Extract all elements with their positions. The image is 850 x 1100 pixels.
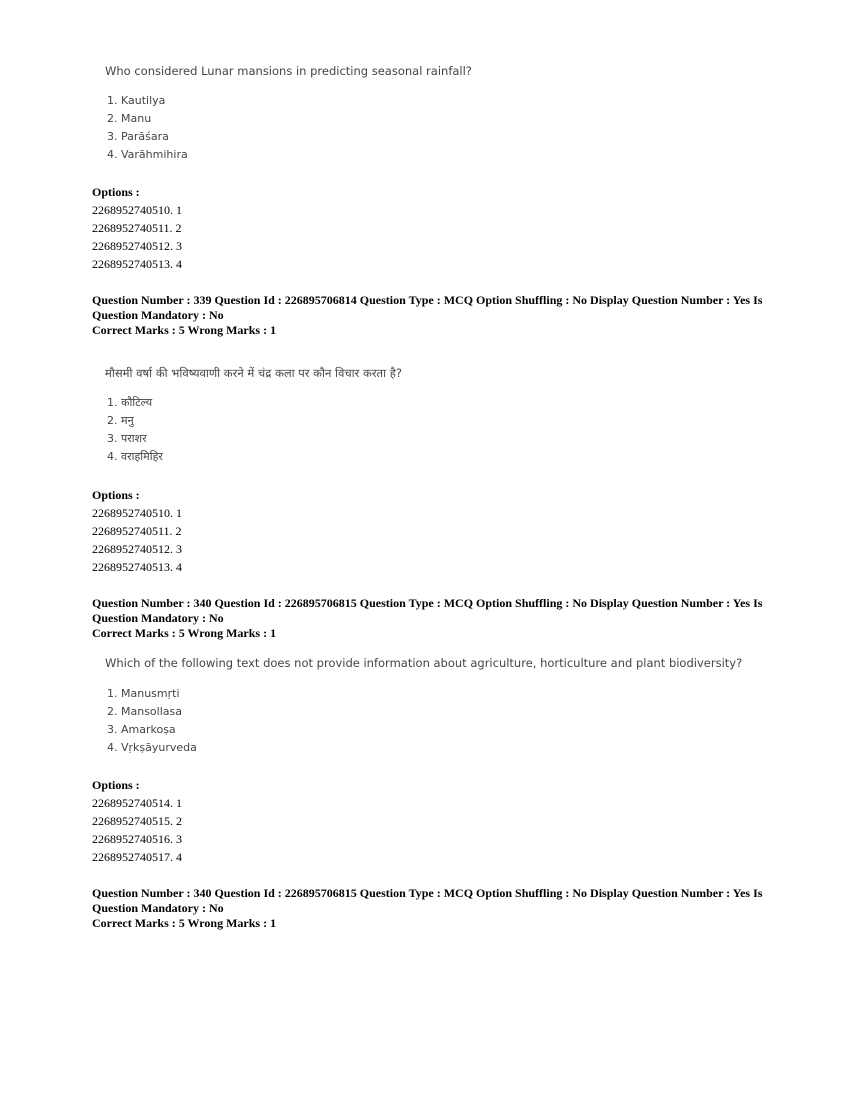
question-text: Who considered Lunar mansions in predicting seasonal rainfall? <box>105 64 472 78</box>
choice-item: 2. मनु <box>107 414 134 427</box>
option-row: 2268952740512. 3 <box>92 542 182 556</box>
choice-item: 3. पराशर <box>107 432 147 445</box>
marks-line: Correct Marks : 5 Wrong Marks : 1 <box>92 916 277 930</box>
choice-item: 1. Manusmṛti <box>107 687 180 700</box>
question-meta-line: Question Number : 340 Question Id : 226895706815 Question Type : MCQ Option Shuffling : No Display Question Number : Yes Is Question Mandatory : No <box>92 596 763 625</box>
choice-list <box>107 92 188 164</box>
choice-item: 2. Mansollasa <box>107 705 182 718</box>
options-block <box>92 486 182 576</box>
option-row: 2268952740515. 2 <box>92 814 182 828</box>
options-block <box>92 776 182 866</box>
question-meta <box>92 886 772 931</box>
option-row: 2268952740513. 4 <box>92 257 182 271</box>
question-meta-line: Question Number : 340 Question Id : 226895706815 Question Type : MCQ Option Shuffling : No Display Question Number : Yes Is Question Mandatory : No <box>92 886 763 915</box>
choice-item: 3. Amarkoṣa <box>107 723 176 736</box>
options-label: Options : <box>92 778 140 792</box>
choice-item: 4. Vṛkṣāyurveda <box>107 741 197 754</box>
option-row: 2268952740512. 3 <box>92 239 182 253</box>
choice-list <box>107 394 163 466</box>
marks-line: Correct Marks : 5 Wrong Marks : 1 <box>92 626 277 640</box>
options-label: Options : <box>92 488 140 502</box>
option-row: 2268952740510. 1 <box>92 203 182 217</box>
question-meta <box>92 596 772 641</box>
options-label: Options : <box>92 185 140 199</box>
choice-item: 2. Manu <box>107 112 152 125</box>
marks-line: Correct Marks : 5 Wrong Marks : 1 <box>92 323 277 337</box>
option-row: 2268952740513. 4 <box>92 560 182 574</box>
options-block <box>92 183 182 273</box>
option-row: 2268952740510. 1 <box>92 506 182 520</box>
option-row: 2268952740511. 2 <box>92 524 182 538</box>
question-text: Which of the following text does not provide information about agriculture, horticulture and plant biodiversity? <box>105 656 743 670</box>
option-row: 2268952740511. 2 <box>92 221 182 235</box>
option-row: 2268952740514. 1 <box>92 796 182 810</box>
choice-list <box>107 685 197 757</box>
choice-item: 1. कौटिल्य <box>107 396 153 409</box>
option-row: 2268952740516. 3 <box>92 832 182 846</box>
question-meta <box>92 293 772 338</box>
question-meta-line: Question Number : 339 Question Id : 226895706814 Question Type : MCQ Option Shuffling : No Display Question Number : Yes Is Question Mandatory : No <box>92 293 763 322</box>
choice-item: 1. Kautilya <box>107 94 166 107</box>
choice-item: 4. वराहमिहिर <box>107 450 163 463</box>
option-row: 2268952740517. 4 <box>92 850 182 864</box>
choice-item: 4. Varāhmihira <box>107 148 188 161</box>
choice-item: 3. Parāśara <box>107 130 169 143</box>
question-text: मौसमी वर्षा की भविष्यवाणी करने में चंद्र कला पर कौन विचार करता है? <box>105 366 402 380</box>
